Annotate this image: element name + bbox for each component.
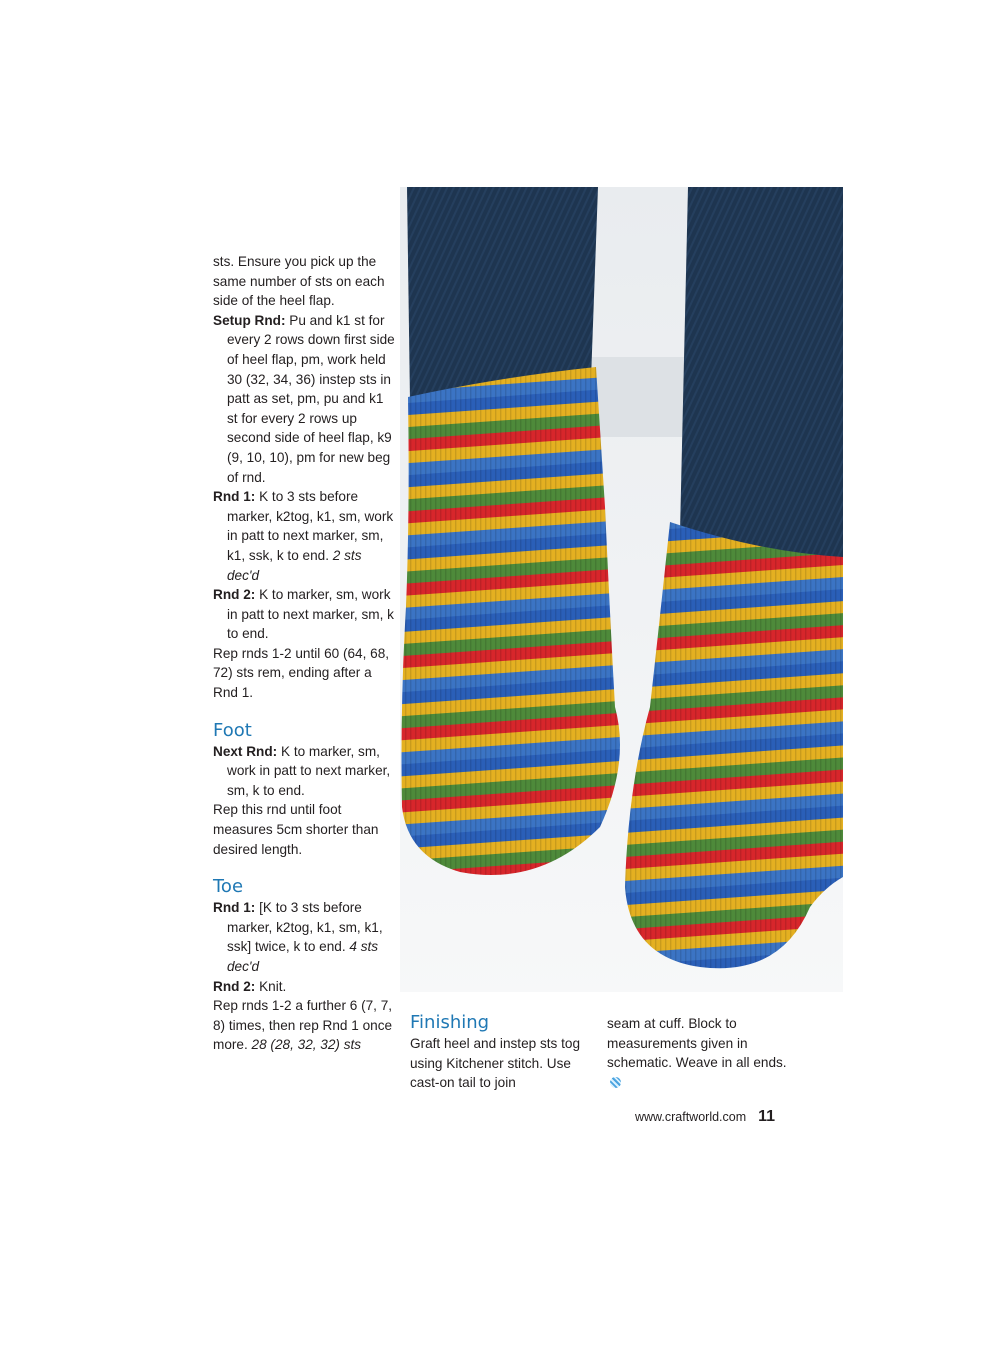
pattern-column-3 [607,1014,792,1092]
setup-round [213,311,395,487]
yarn-ball-icon [610,1077,621,1088]
striped-socks-illustration [400,187,843,1002]
toe-heading: Toe [213,876,244,898]
next-round-label: Next Rnd: [213,743,278,759]
finishing-heading: Finishing [410,1012,490,1033]
toe-round-1-note: 4 sts dec'd [227,939,379,974]
photo-bottom-edge [400,992,843,1002]
round-2 [213,585,395,644]
pattern-column-1 [213,252,395,1055]
repeat-instruction: Rep rnds 1-2 until 60 (64, 68, 72) sts rem, ending after a Rnd 1. [213,645,390,701]
round-1-note: 2 sts dec'd [227,547,362,583]
foot-heading: Foot [213,719,252,741]
intro-text: sts. Ensure you pick up the same number of sts on each side of the heel flap. [213,254,385,309]
round-1-label: Rnd 1: [213,489,256,505]
toe-round-1-label: Rnd 1: [213,900,256,916]
socks-photo [400,187,843,1002]
round-1 [213,487,395,585]
finishing-text-part-1: Graft heel and instep sts tog using Kitchener stitch. Use cast-on tail to join [410,1036,581,1091]
toe-repeat-instruction [213,996,395,1055]
toe-round-2-label: Rnd 2: [213,978,256,994]
next-round-text: K to marker, sm, work in patt to next marker, sm, k to end. [227,743,391,798]
page-footer [635,1108,775,1126]
foot-repeat-instruction: Rep this rnd until foot measures 5cm shorter than desired length. [213,802,379,857]
round-2-text: K to marker, sm, work in patt to next marker, sm, k to end. [227,587,394,642]
finishing-text-part-2 [607,1014,792,1092]
setup-round-label: Setup Rnd: [213,312,286,328]
toe-round-1-text: [K to 3 sts before marker, k2tog, k1, sm, k1, ssk] twice, k to end. [227,900,383,955]
round-2-label: Rnd 2: [213,587,256,603]
toe-repeat-text: Rep rnds 1-2 a further 6 (7, 7, 8) times, then rep Rnd 1 once more. [213,998,393,1053]
footer-url: www.craftworld.com [635,1110,747,1124]
right-jeans-leg [680,187,843,567]
toe-round-2 [213,977,395,997]
toe-round-1 [213,898,395,976]
round-1-text: K to 3 sts before marker, k2tog, k1, sm, work in patt to next marker, sm, k1, ssk, k to end. [227,489,394,563]
next-round [213,742,395,801]
page-number: 11 [758,1108,776,1125]
toe-round-2-text: Knit. [255,978,287,994]
pattern-column-2 [410,1012,595,1093]
finishing-text-part-2-body: seam at cuff. Block to measurements given in schematic. Weave in all ends. [607,1016,787,1071]
toe-repeat-note: 28 (28, 32, 32) sts [251,1037,362,1053]
setup-round-text: Pu and k1 st for every 2 rows down first side of heel flap, pm, work held 30 (32, 34, 36) instep sts in patt as set, pm, pu and k1 st for every 2 rows up second side of heel flap, k9 (9, 10, 10), pm for new beg of rnd. [227,312,395,485]
